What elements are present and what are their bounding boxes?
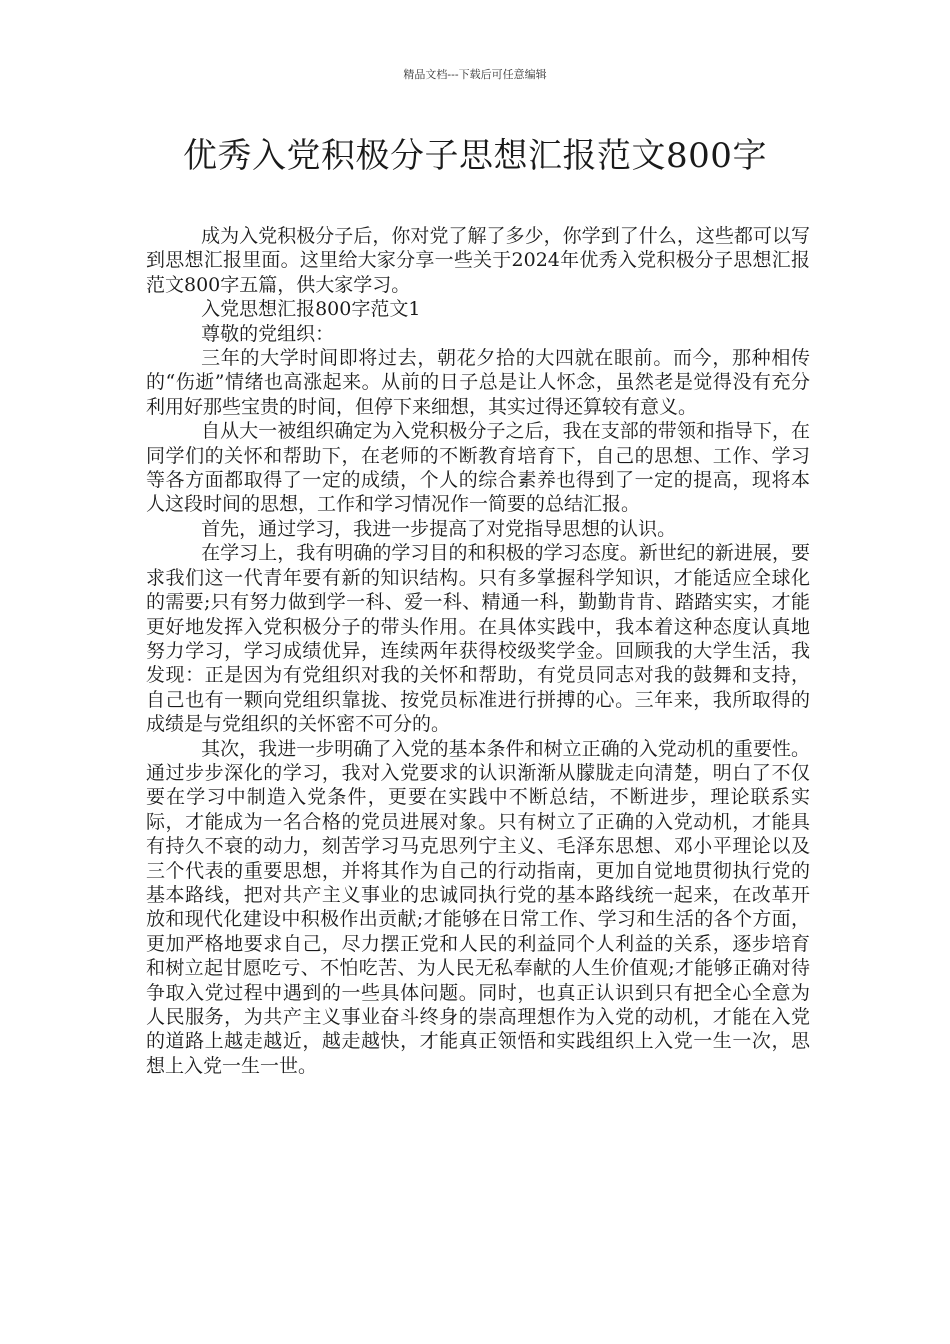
salutation: 尊敬的党组织： [201,322,335,345]
document-body [146,224,810,1078]
body-paragraph: 三年的大学时间即将过去，朝花夕拾的大四就在眼前。而今，那种相传的“伤逝”情绪也高涨起来。从前的日子总是让人怀念，虽然老是觉得没有充分利用好那些宝贵的时间，但停下来细想，其实过得还算较有意义。 [146,347,810,418]
intro-paragraph: 成为入党积极分子后，你对党了解了多少，你学到了什么，这些都可以写到思想汇报里面。这里给大家分享一些关于2024年优秀入党积极分子思想汇报范文800字五篇，供大家学习。 [146,225,810,296]
document-title: 优秀入党积极分子思想汇报范文800字 [183,136,767,176]
body-paragraph: 首先，通过学习，我进一步提高了对党指导思想的认识。 [201,517,677,540]
section-heading: 入党思想汇报800字范文1 [201,298,421,321]
body-paragraph: 自从大一被组织确定为入党积极分子之后，我在支部的带领和指导下，在同学们的关怀和帮助下，在老师的不断教育培育下，自己的思想、工作、学习等各方面都取得了一定的成绩，个人的综合素养也得到了一定的提高，现将本人这段时间的思想，工作和学习情况作一简要的总结汇报。 [146,420,810,516]
header-note: 精品文档---下载后可任意编辑 [403,68,547,81]
body-paragraph: 在学习上，我有明确的学习目的和积极的学习态度。新世纪的新进展，要求我们这一代青年要有新的知识结构。只有多掌握科学知识，才能适应全球化的需要;只有努力做到学一科、爱一科、精通一科，勤勤肯肯、踏踏实实，才能更好地发挥入党积极分子的带头作用。在具体实践中，我本着这种态度认真地努力学习，学习成绩优异，连续两年获得校级奖学金。回顾我的大学生活，我发现：正是因为有党组织对我的关怀和帮助，有党员同志对我的鼓舞和支持，自己也有一颗向党组织靠拢、按党员标准进行拼搏的心。三年来，我所取得的成绩是与党组织的关怀密不可分的。 [146,542,810,736]
body-paragraph: 其次，我进一步明确了入党的基本条件和树立正确的入党动机的重要性。通过步步深化的学习，我对入党要求的认识渐渐从朦胧走向清楚，明白了不仅要在学习中制造入党条件，更要在实践中不断总结，不断进步，理论联系实际，才能成为一名合格的党员进展对象。只有树立了正确的入党动机，才能具有持久不衰的动力，刻苦学习马克思列宁主义、毛泽东思想、邓小平理论以及三个代表的重要思想，并将其作为自己的行动指南，更加自觉地贯彻执行党的基本路线，把对共产主义事业的忠诚同执行党的基本路线统一起来，在改革开放和现代化建设中积极作出贡献;才能够在日常工作、学习和生活的各个方面，更加严格地要求自己，尽力摆正党和人民的利益同个人利益的关系，逐步培育和树立起甘愿吃亏、不怕吃苦、为人民无私奉献的人生价值观;才能够正确对待争取入党过程中遇到的一些具体问题。同时，也真正认识到只有把全心全意为人民服务，为共产主义事业奋斗终身的崇高理想作为入党的动机，才能在入党的道路上越走越近，越走越快，才能真正领悟和实践组织上入党一生一次，思想上入党一生一世。 [146,737,810,1077]
